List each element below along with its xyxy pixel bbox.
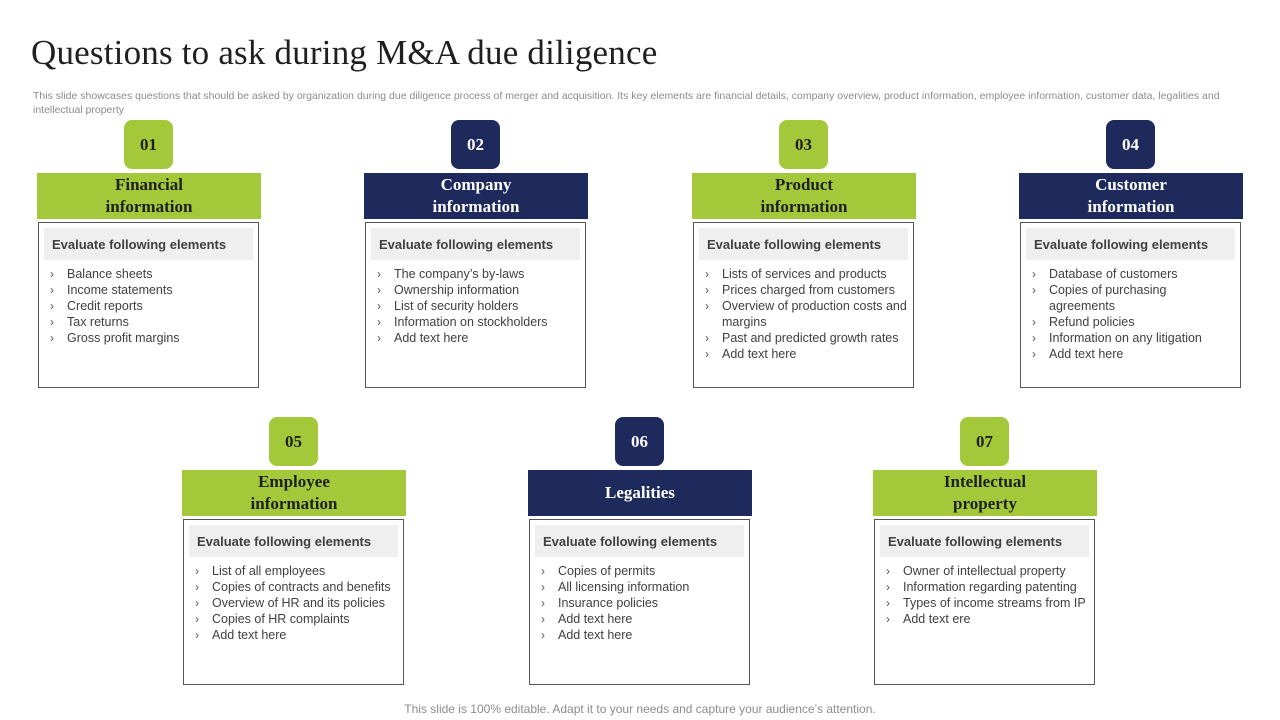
list-item [886, 611, 1088, 627]
chevron-right-icon: › [1032, 267, 1036, 281]
step-number-badge: 01 [124, 120, 173, 169]
chevron-right-icon: › [1032, 283, 1036, 297]
box-title: Evaluate following elements [699, 228, 908, 260]
list-item [50, 266, 252, 282]
list-item [705, 330, 907, 346]
chevron-right-icon: › [886, 580, 890, 594]
list-item [541, 627, 743, 643]
card-heading [37, 173, 261, 219]
chevron-right-icon: › [886, 596, 890, 610]
card-heading-line: Customer [1095, 175, 1167, 194]
list-item-text: Copies of purchasing agreements [1049, 283, 1167, 313]
list-item-text: Copies of permits [558, 564, 656, 578]
list-item-text: Overview of HR and its policies [212, 596, 385, 610]
card-heading-line: Product [774, 175, 834, 194]
chevron-right-icon: › [886, 612, 890, 626]
card-heading-line: property [953, 494, 1017, 513]
chevron-right-icon: › [886, 564, 890, 578]
page-subtitle: This slide showcases questions that should be asked by organization during due diligence process of merger and acquisition. Its key elements are financial details, company overview, product information, employee information, customer data, legalities and intellectual property [33, 90, 1220, 116]
list-item-text: Copies of contracts and benefits [212, 580, 391, 594]
chevron-right-icon: › [705, 331, 709, 345]
box-title: Evaluate following elements [189, 525, 398, 557]
list-item-text: Information on stockholders [394, 315, 548, 329]
card-heading [692, 173, 916, 219]
chevron-right-icon: › [50, 331, 54, 345]
list-item-text: All licensing information [558, 580, 690, 594]
chevron-right-icon: › [377, 331, 381, 345]
card-heading [364, 173, 588, 219]
card-heading [528, 470, 752, 516]
list-item-text: Add text here [1049, 347, 1124, 361]
chevron-right-icon: › [705, 267, 709, 281]
card-06 [528, 417, 752, 686]
list-item-text: Add text here [212, 628, 287, 642]
box-title: Evaluate following elements [535, 525, 744, 557]
list-item-text: Gross profit margins [67, 331, 180, 345]
card-heading-line: Legalities [605, 483, 675, 502]
chevron-right-icon: › [195, 596, 199, 610]
card-heading-line: Employee [258, 472, 330, 491]
list-item [1032, 314, 1234, 330]
card-01 [37, 120, 261, 389]
list-item-text: Overview of production costs and margins [722, 299, 907, 329]
list-item-text: Tax returns [67, 315, 129, 329]
list-item-text: Add text here [394, 331, 469, 345]
card-heading-line: Financial [114, 175, 183, 194]
question-list [694, 266, 913, 362]
list-item-text: Add text here [558, 628, 633, 642]
list-item [195, 579, 397, 595]
list-item [50, 298, 252, 314]
list-item-text: Past and predicted growth rates [722, 331, 899, 345]
chevron-right-icon: › [195, 580, 199, 594]
chevron-right-icon: › [195, 628, 199, 642]
card-heading-line: information [432, 197, 520, 216]
card-04 [1019, 120, 1243, 389]
box-title: Evaluate following elements [1026, 228, 1235, 260]
card-heading [873, 470, 1097, 516]
list-item [886, 563, 1088, 579]
list-item [195, 563, 397, 579]
list-item-text: Prices charged from customers [722, 283, 895, 297]
list-item-text: Types of income streams from IP [903, 596, 1086, 610]
card-content-box [1020, 222, 1241, 388]
card-heading-line: information [250, 494, 338, 513]
card-content-box [874, 519, 1095, 685]
card-heading-line: information [760, 197, 848, 216]
list-item-text: Add text here [722, 347, 797, 361]
chevron-right-icon: › [377, 283, 381, 297]
list-item [50, 282, 252, 298]
list-item-text: List of all employees [212, 564, 326, 578]
chevron-right-icon: › [705, 283, 709, 297]
question-list [366, 266, 585, 346]
list-item [377, 330, 579, 346]
page-title: Questions to ask during M&A due diligence [31, 33, 658, 72]
card-07 [873, 417, 1097, 686]
list-item-text: The company’s by-laws [394, 267, 525, 281]
chevron-right-icon: › [1032, 347, 1036, 361]
step-number-badge: 02 [451, 120, 500, 169]
chevron-right-icon: › [1032, 315, 1036, 329]
list-item-text: List of security holders [394, 299, 519, 313]
card-heading-line: Intellectual [943, 472, 1027, 491]
card-05 [182, 417, 406, 686]
list-item [377, 314, 579, 330]
list-item [1032, 330, 1234, 346]
chevron-right-icon: › [50, 267, 54, 281]
box-title: Evaluate following elements [371, 228, 580, 260]
card-03 [692, 120, 916, 389]
list-item-text: Credit reports [67, 299, 143, 313]
step-number-badge: 03 [779, 120, 828, 169]
list-item-text: Insurance policies [558, 596, 659, 610]
card-02 [364, 120, 588, 389]
chevron-right-icon: › [541, 628, 545, 642]
list-item-text: Copies of HR complaints [212, 612, 350, 626]
step-number-badge: 05 [269, 417, 318, 466]
list-item [377, 282, 579, 298]
list-item [541, 611, 743, 627]
chevron-right-icon: › [377, 299, 381, 313]
list-item-text: Owner of intellectual property [903, 564, 1066, 578]
list-item [705, 266, 907, 282]
card-content-box [38, 222, 259, 388]
chevron-right-icon: › [195, 612, 199, 626]
chevron-right-icon: › [377, 315, 381, 329]
list-item-text: Refund policies [1049, 315, 1135, 329]
chevron-right-icon: › [541, 564, 545, 578]
list-item [705, 282, 907, 298]
list-item [541, 563, 743, 579]
chevron-right-icon: › [377, 267, 381, 281]
list-item-text: Add text ere [903, 612, 971, 626]
card-content-box [365, 222, 586, 388]
chevron-right-icon: › [541, 580, 545, 594]
list-item [1032, 282, 1234, 314]
list-item [1032, 266, 1234, 282]
list-item-text: Information on any litigation [1049, 331, 1202, 345]
box-title: Evaluate following elements [880, 525, 1089, 557]
chevron-right-icon: › [50, 283, 54, 297]
list-item-text: Add text here [558, 612, 633, 626]
footer-note: This slide is 100% editable. Adapt it to your needs and capture your audience’s attention. [404, 702, 876, 716]
list-item [377, 266, 579, 282]
list-item-text: Information regarding patenting [903, 580, 1077, 594]
chevron-right-icon: › [195, 564, 199, 578]
card-content-box [183, 519, 404, 685]
list-item [886, 595, 1088, 611]
card-heading [182, 470, 406, 516]
chevron-right-icon: › [1032, 331, 1036, 345]
list-item [541, 595, 743, 611]
list-item [50, 330, 252, 346]
chevron-right-icon: › [705, 347, 709, 361]
list-item [705, 298, 907, 330]
card-heading-line: Company [440, 175, 512, 194]
chevron-right-icon: › [541, 596, 545, 610]
chevron-right-icon: › [541, 612, 545, 626]
card-heading [1019, 173, 1243, 219]
list-item [195, 627, 397, 643]
question-list [1021, 266, 1240, 362]
list-item [195, 611, 397, 627]
list-item-text: Ownership information [394, 283, 520, 297]
chevron-right-icon: › [705, 299, 709, 313]
question-list [875, 563, 1094, 627]
list-item [1032, 346, 1234, 362]
list-item [50, 314, 252, 330]
list-item-text: Lists of services and products [722, 267, 887, 281]
list-item [377, 298, 579, 314]
box-title: Evaluate following elements [44, 228, 253, 260]
step-number-badge: 06 [615, 417, 664, 466]
chevron-right-icon: › [50, 315, 54, 329]
question-list [184, 563, 403, 643]
card-content-box [529, 519, 750, 685]
chevron-right-icon: › [50, 299, 54, 313]
list-item-text: Database of customers [1049, 267, 1178, 281]
list-item [195, 595, 397, 611]
list-item-text: Balance sheets [67, 267, 153, 281]
question-list [530, 563, 749, 643]
step-number-badge: 07 [960, 417, 1009, 466]
card-heading-line: information [105, 197, 193, 216]
card-content-box [693, 222, 914, 388]
list-item-text: Income statements [67, 283, 173, 297]
question-list [39, 266, 258, 346]
step-number-badge: 04 [1106, 120, 1155, 169]
card-heading-line: information [1087, 197, 1175, 216]
list-item [541, 579, 743, 595]
list-item [886, 579, 1088, 595]
list-item [705, 346, 907, 362]
